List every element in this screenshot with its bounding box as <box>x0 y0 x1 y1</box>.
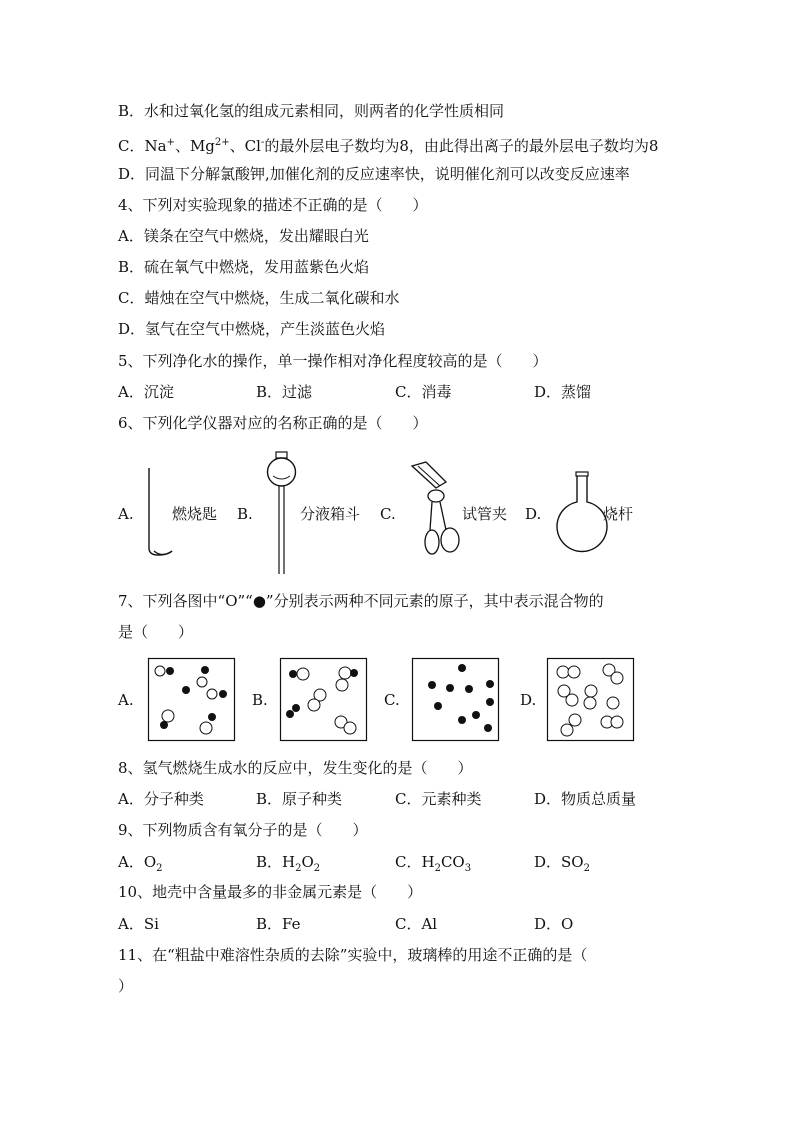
q3c-sup-1: + <box>166 137 175 148</box>
q3c-sup-2: 2+ <box>214 137 230 148</box>
q6-letter-c: C. <box>380 505 396 523</box>
q9b-sub-2: 2 <box>313 863 321 874</box>
q3c-text-2: 、Mg <box>174 137 215 155</box>
q7-letter-b: B. <box>252 691 268 709</box>
q10-option-d: D．O <box>534 915 574 933</box>
q11-stem-line-2: ） <box>118 977 134 995</box>
q6-name-d: 烧杆 <box>603 505 634 523</box>
q8-stem: 8、氢气燃烧生成水的反应中，发生变化的是（ ） <box>118 759 473 777</box>
q9b-sub-1: 2 <box>295 863 302 874</box>
q4-option-b: B．硫在氧气中燃烧，发用蓝紫色火焰 <box>118 258 370 276</box>
q6-name-a: 燃烧匙 <box>172 505 218 523</box>
q4-option-a: A．镁条在空气中燃烧，发出耀眼白光 <box>118 227 369 245</box>
q7-box-b <box>280 658 368 742</box>
q7-stem-line-2: 是（ ） <box>118 623 194 641</box>
q8-option-d: D．物质总质量 <box>534 790 637 808</box>
q9c-sub-2: 3 <box>464 863 472 874</box>
q3-option-d: D．同温下分解氯酸钾,加催化剂的反应速率快，说明催化剂可以改变反应速率 <box>118 165 630 183</box>
q3c-text-4: 的最外层电子数均为8，由此得出离子的最外层电子数均为8 <box>264 137 659 155</box>
q8-option-c: C．元素种类 <box>395 790 482 808</box>
q3c-text-1: C．Na <box>118 137 167 155</box>
q7-box-d <box>547 658 635 742</box>
q9-option-c <box>395 852 471 879</box>
q9b-text-2: O <box>301 853 314 871</box>
q5-option-d: D．蒸馏 <box>534 383 592 401</box>
q6-letter-d: D. <box>525 505 542 523</box>
q6-stem: 6、下列化学仪器对应的名称正确的是（ ） <box>118 414 428 432</box>
q10-option-b: B．Fe <box>256 915 301 933</box>
q11-stem-line-1: 11、在“粗盐中难溶性杂质的去除”实验中，玻璃棒的用途不正确的是（ <box>118 946 588 964</box>
q3-option-c <box>118 133 658 156</box>
q8-option-a: A．分子种类 <box>118 790 204 808</box>
q9-option-d <box>534 852 590 879</box>
q9c-text-1: C．H <box>395 853 435 871</box>
q8-option-b: B．原子种类 <box>256 790 343 808</box>
q5-option-a: A．沉淀 <box>118 383 174 401</box>
q7-box-c <box>412 658 500 742</box>
q9-stem: 9、下列物质含有氧分子的是（ ） <box>118 821 368 839</box>
q4-option-d: D．氢气在空气中燃烧，产生淡蓝色火焰 <box>118 320 386 338</box>
q7-stem-line-1: 7、下列各图中“O”“●”分别表示两种不同元素的原子，其中表示混合物的 <box>118 592 604 610</box>
combustion-spoon-icon <box>140 466 176 560</box>
q9c-sub-1: 2 <box>434 863 441 874</box>
q9d-sub: 2 <box>583 863 590 874</box>
test-tube-holder-icon <box>406 460 468 560</box>
q10-option-c: C．Al <box>395 915 438 933</box>
q5-option-b: B．过滤 <box>256 383 313 401</box>
q3-option-b: B．水和过氧化氢的组成元素相同，则两者的化学性质相同 <box>118 102 505 120</box>
q7-letter-c: C. <box>384 691 400 709</box>
q9c-text-2: CO <box>440 853 465 871</box>
separatory-funnel-icon <box>262 452 302 578</box>
q4-stem: 4、下列对实验现象的描述不正确的是（ ） <box>118 196 428 214</box>
q5-stem: 5、下列净化水的操作，单一操作相对净化程度较高的是（ ） <box>118 352 548 370</box>
q6-name-b: 分液箱斗 <box>300 505 361 523</box>
q9a-text: A．O <box>118 853 157 871</box>
q6-letter-b: B. <box>237 505 253 523</box>
q6-name-c: 试管夹 <box>462 505 508 523</box>
q7-letter-a: A. <box>118 691 134 709</box>
q7-box-a <box>148 658 236 742</box>
q9b-text-1: B．H <box>256 853 296 871</box>
q10-option-a: A．Si <box>118 915 159 933</box>
q9a-sub: 2 <box>156 863 163 874</box>
q5-option-c: C．消毒 <box>395 383 452 401</box>
q7-letter-d: D. <box>520 691 537 709</box>
q3c-sup-3: - <box>260 137 265 148</box>
q3c-text-3: 、Cl <box>229 137 261 155</box>
q10-stem: 10、地壳中含量最多的非金属元素是（ ） <box>118 883 423 901</box>
q6-letter-a: A. <box>118 505 134 523</box>
q4-option-c: C．蜡烛在空气中燃烧，生成二氧化碳和水 <box>118 289 400 307</box>
q9d-text: D．SO <box>534 853 584 871</box>
q9-option-a <box>118 852 163 879</box>
q9-option-b <box>256 852 320 879</box>
